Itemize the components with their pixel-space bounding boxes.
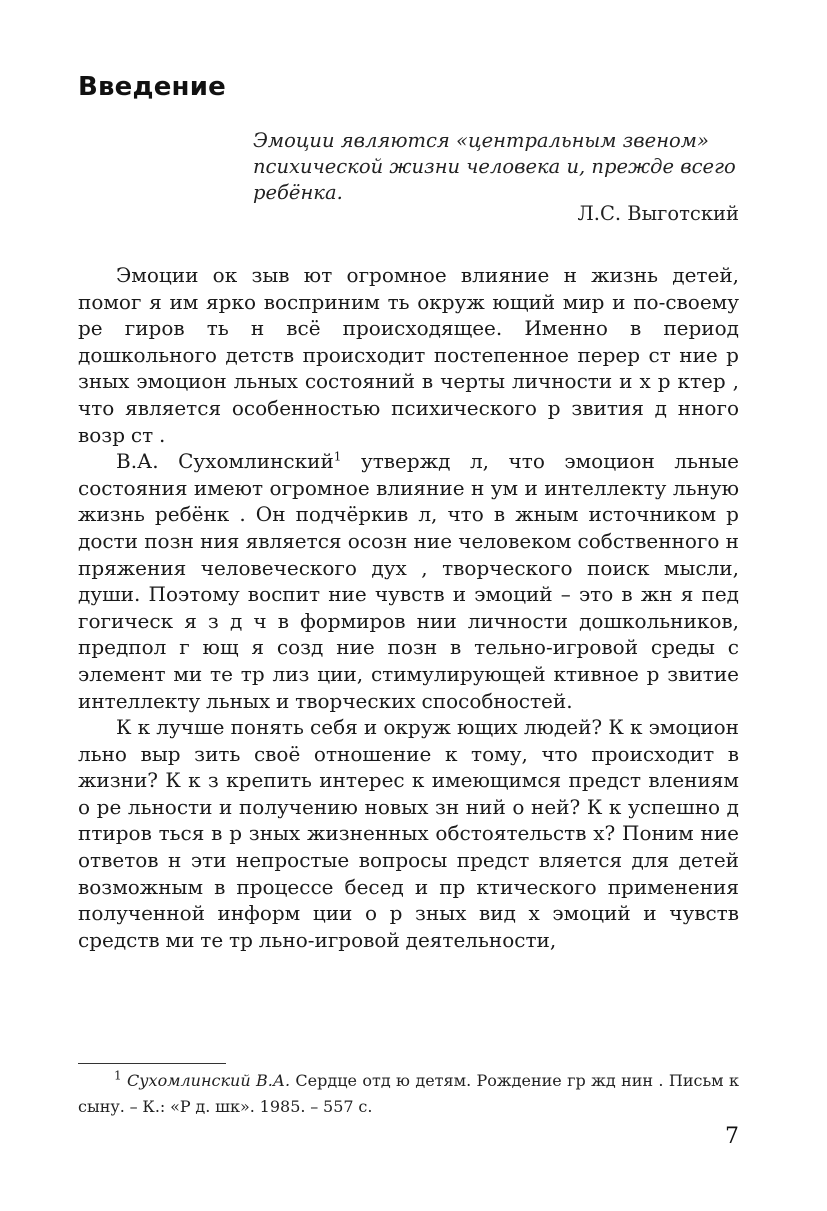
paragraph-2-rest: утвержд л, что эмоцион льные состояния имеют огромное влияние н ум и интеллекту льную жизнь ребёнк . Он подчёркив л, что в жным источником р дости позн ния является осозн ние человеком собственного н пряжения человеческого дух , творческого поиск мысли, души. Поэтому воспит ние чувств и эмоций – это в жн я пед гогическ я з д ч в формиров нии личности дошкольников, предпол г ющ я созд ние позн в тельно-игровой среды с элемент ми те тр лиз ции, стимулирующей ктивное р звитие интеллекту льных и творческих способностей.: [78, 449, 739, 713]
footnote-marker: 1: [114, 1068, 122, 1083]
paragraph-1: Эмоции ок зыв ют огромное влияние н жизнь детей, помог я им ярко восприним ть окруж ющий мир и по-своему ре гиров ть н всё происходящее. Именно в период дошкольного детств происходит постепенное перер ст ние р зных эмоцион льных состояний в черты личности и х р ктер , что является особенностью психического р звития д нного возр ст .: [78, 263, 739, 447]
paragraph-2-start: В.А. Сухомлинский: [116, 449, 334, 474]
page-number: 7: [725, 1124, 739, 1149]
footnote-text: Сердце отд ю детям. Рождение гр жд нин . Письм к сыну. – К.: «Р д. шк». 1985. – 557 с.: [78, 1071, 739, 1116]
footnote: [78, 1068, 739, 1120]
footnote-author: Сухомлинский В.А.: [127, 1071, 291, 1090]
footnote-reference[interactable]: 1: [333, 449, 342, 464]
paragraph-3: К к лучше понять себя и окруж ющих людей? К к эмоцион льно выр зить своё отношение к тому, что происходит в жизни? К к з крепить интерес к имеющимся предст влениям о ре льности и получению новых зн ний о ней? К к успешно д птиров ться в р зных жизненных обстоятельств х? Поним ние ответов н эти непростые вопросы предст вляется для детей возможным в процессе бесед и пр ктического применения полученной информ ции о р зных вид х эмоций и чувств средств ми те тр льно-игровой деятельности,: [78, 715, 739, 952]
paragraph-2: [78, 448, 739, 714]
epigraph-author: Л.С. Выготский: [577, 202, 739, 225]
body-text: [78, 262, 739, 953]
footnote-divider: [78, 1063, 226, 1064]
page-title: Введение: [78, 72, 226, 102]
epigraph-text: Эмоции являются «центральным звеном» психической жизни человека и, прежде всего ребёнка.: [253, 129, 736, 204]
